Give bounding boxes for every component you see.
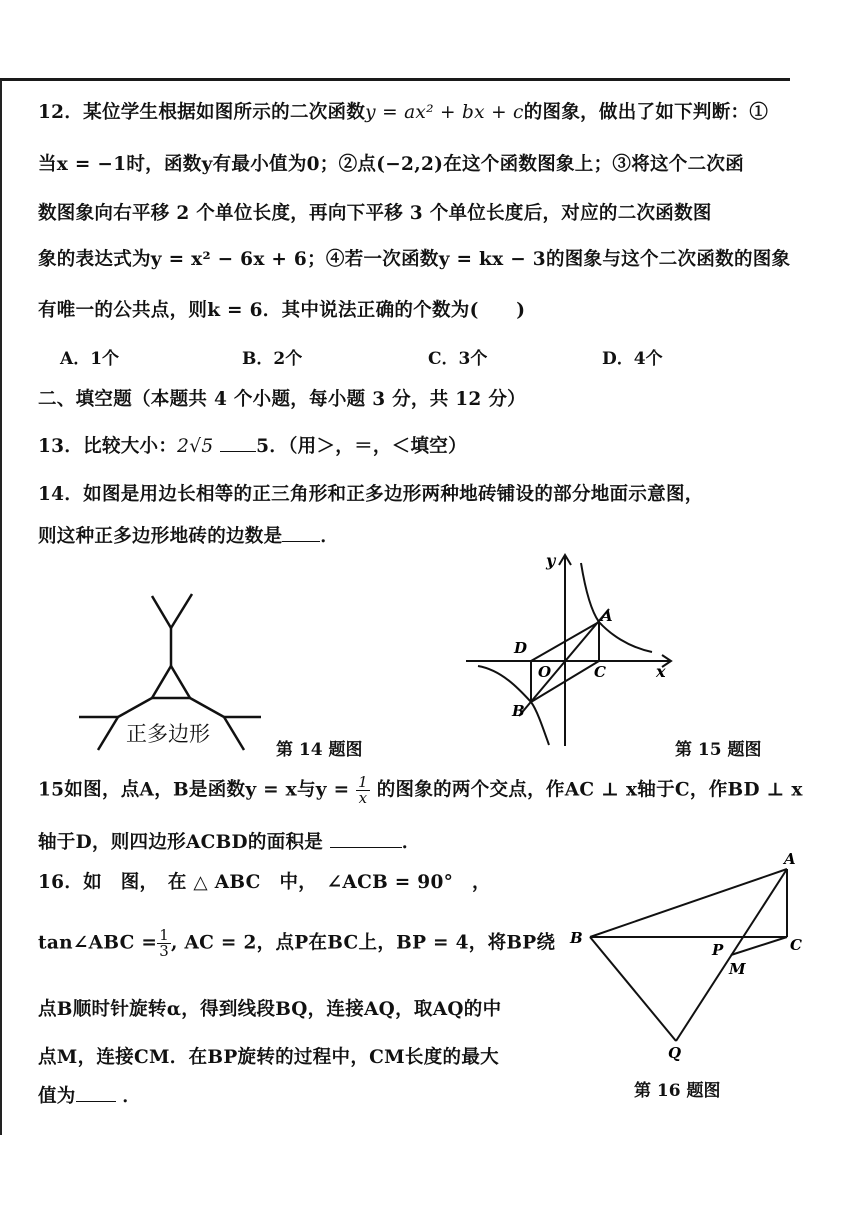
- q16-line4: 点M，连接CM．在BP旋转的过程中，CM长度的最大: [38, 1047, 499, 1068]
- q15-y-axis-arrow: [559, 555, 571, 565]
- q15-frac-num: 1: [358, 773, 368, 791]
- q13-suffix: 5．（用＞，＝，＜填空）: [256, 436, 467, 457]
- q14-edge: [190, 698, 224, 717]
- q12-line1: [38, 98, 768, 124]
- q14-edge: [152, 596, 171, 628]
- q15-label-y: y: [546, 551, 556, 570]
- q14-line1: 14．如图是用边长相等的正三角形和正多边形两种地砖铺设的部分地面示意图，: [38, 484, 704, 505]
- q15-segment-BC: [531, 661, 599, 702]
- q15-label-D: D: [514, 639, 528, 657]
- q12-choice-c: C．3个: [428, 349, 488, 369]
- q15-fraction: [356, 775, 370, 806]
- q12-line2: 当x = −1时，函数y有最小值为0；②点(−2,2)在这个函数图象上；③将这个二次函: [38, 154, 745, 175]
- q12-line3: 数图象向右平移 2 个单位长度，再向下平移 3 个单位长度后，对应的二次函数图: [38, 203, 712, 224]
- q16-line2: [38, 928, 555, 959]
- q14-line2-end: ．: [320, 526, 340, 547]
- q15-answer-blank[interactable]: [330, 847, 402, 848]
- q15-line1: [38, 775, 803, 806]
- q12-line1-text: 12．某位学生根据如图所示的二次函数: [38, 102, 366, 123]
- q12-line1-rest: 的图象，做出了如下判断：①: [523, 102, 769, 123]
- q15-segment-AD: [531, 622, 599, 661]
- q13-answer-blank[interactable]: [220, 451, 256, 452]
- q15-frac-den: x: [358, 789, 368, 807]
- q16-label-B: B: [570, 929, 583, 947]
- q16-segment-AQ: [676, 869, 787, 1041]
- q16-line2-a: tan∠ABC =: [38, 932, 158, 954]
- q15-label-C: C: [594, 663, 606, 681]
- q14-line2-text: 则这种正多边形地砖的边数是: [38, 526, 283, 547]
- q14-edge: [98, 717, 118, 750]
- q16-fraction: [157, 928, 171, 959]
- q12-line4: 象的表达式为y = x² − 6x + 6；④若一次函数y = kx − 3的图象与这个二次函数的图象: [38, 249, 791, 270]
- q14-edge: [118, 698, 152, 717]
- q16-segment-CM: [731, 937, 787, 955]
- q15-label-A: A: [601, 607, 613, 625]
- q16-line2-b: , AC = 2，点P在BC上，BP = 4，将BP绕: [171, 932, 556, 954]
- q16-label-P: P: [712, 941, 724, 959]
- q16-label-Q: Q: [668, 1044, 682, 1062]
- top-rule: [0, 78, 790, 81]
- q16-frac-num: 1: [159, 926, 170, 944]
- q12-choice-d: D．4个: [602, 349, 663, 369]
- q16-line3: 点B顺时针旋转α，得到线段BQ，连接AQ，取AQ的中: [38, 999, 502, 1020]
- q15-label-x: x: [656, 662, 666, 681]
- q15-line1-a: 15如图，点A，B是函数y = x与y =: [38, 779, 350, 801]
- q16-label-M: M: [729, 960, 746, 978]
- q12-line5: 有唯一的公共点，则k = 6．其中说法正确的个数为( ): [38, 300, 526, 321]
- q16-caption: 第 16 题图: [634, 1081, 721, 1101]
- q14-edge: [224, 717, 244, 750]
- q13-expr: 2√5: [177, 436, 214, 457]
- q14-figure-label: 正多边形: [126, 722, 210, 746]
- q15-x-axis-arrow: [662, 655, 671, 667]
- q15-caption: 第 15 题图: [675, 740, 762, 760]
- q14-edge: [171, 594, 192, 628]
- q16-answer-blank[interactable]: [76, 1101, 116, 1102]
- q15-line2-text: 轴于D，则四边形ACBD的面积是: [38, 832, 324, 853]
- q12-formula: y = ax² + bx + c: [365, 102, 524, 123]
- q15-label-O: O: [538, 663, 552, 681]
- q16-segment-AB: [590, 869, 787, 937]
- q16-line5: [38, 1082, 141, 1108]
- q13-prefix: 13．比较大小：: [38, 436, 178, 457]
- q16-label-A: A: [784, 850, 796, 868]
- q15-hyperbola-lower: [478, 666, 549, 745]
- section2-heading: 二、填空题（本题共 4 个小题，每小题 3 分，共 12 分）: [38, 389, 526, 410]
- q13-line: [38, 432, 467, 458]
- q15-line1-b: 的图象的两个交点，作AC ⊥ x轴于C，作BD ⊥ x: [376, 779, 803, 801]
- q16-segment-BQ: [590, 937, 676, 1041]
- q16-line5-a: 值为: [38, 1086, 76, 1107]
- q12-choice-a: A．1个: [60, 349, 120, 369]
- q14-line2: [38, 522, 339, 548]
- q15-line2: [38, 828, 421, 854]
- q16-line5-b: ．: [122, 1086, 142, 1107]
- q16-line1: 16．如 图， 在 △ ABC 中， ∠ACB = 90° ，: [38, 872, 491, 893]
- q14-triangle: [152, 666, 190, 698]
- left-margin-rule: [0, 80, 2, 1135]
- q15-line-y-equals-x: [519, 609, 609, 716]
- q14-answer-blank[interactable]: [282, 541, 320, 542]
- q16-label-C: C: [790, 936, 802, 954]
- q15-hyperbola-upper: [581, 563, 652, 652]
- q16-frac-den: 3: [159, 942, 170, 960]
- q15-line2-end: ．: [401, 832, 421, 853]
- q14-caption: 第 14 题图: [276, 740, 363, 760]
- q15-label-B: B: [512, 702, 525, 720]
- q12-choice-b: B．2个: [242, 349, 303, 369]
